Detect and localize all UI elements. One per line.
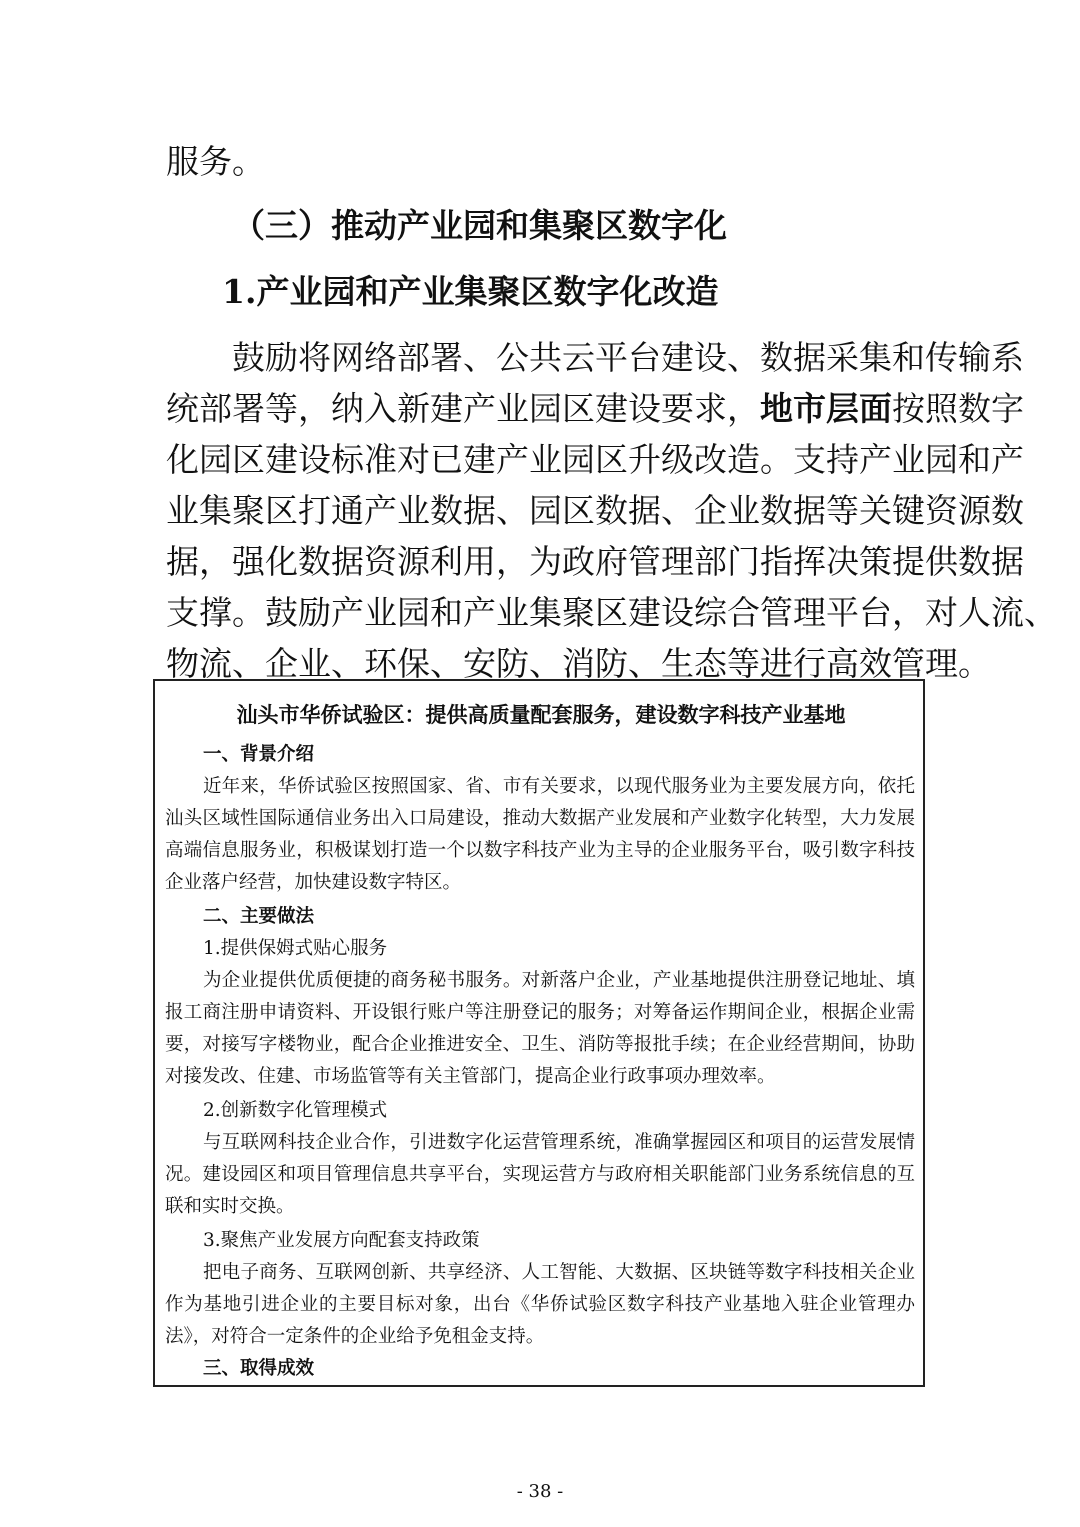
case-subheading: 3.聚焦产业发展方向配套支持政策 bbox=[203, 1230, 480, 1251]
case-text-line: 对接发改、住建、市场监管等有关主管部门，提高企业行政事项办理效率。 bbox=[165, 1066, 776, 1087]
case-text-line: 联和实时交换。 bbox=[165, 1196, 295, 1217]
paragraph-line: 物流、企业、环保、安防、消防、生态等进行高效管理。 bbox=[166, 644, 991, 683]
case-study-frame bbox=[153, 679, 925, 1387]
case-text-line: 近年来，华侨试验区按照国家、省、市有关要求，以现代服务业为主要发展方向，依托 bbox=[203, 776, 915, 797]
case-text-line: 企业落户经营，加快建设数字特区。 bbox=[165, 872, 462, 893]
emphasis-text: 地市层面 bbox=[760, 389, 892, 428]
case-text-line: 汕头区域性国际通信业务出入口局建设，推动大数据产业发展和产业数字化转型，大力发展 bbox=[165, 808, 915, 829]
page-number: - 38 - bbox=[516, 1481, 564, 1502]
paragraph-line: 鼓励将网络部署、公共云平台建设、数据采集和传输系 bbox=[232, 338, 1024, 377]
case-text-line: 要，对接写字楼物业，配合企业推进安全、卫生、消防等报批手续；在企业经营期间，协助 bbox=[165, 1034, 915, 1055]
sub-heading: 1.产业园和产业集聚区数字化改造 bbox=[222, 272, 719, 311]
case-subheading: 2.创新数字化管理模式 bbox=[203, 1100, 388, 1121]
paragraph-line: 支撑。鼓励产业园和产业集聚区建设综合管理平台，对人流、 bbox=[166, 593, 1057, 632]
paragraph-line: 业集聚区打通产业数据、园区数据、企业数据等关键资源数 bbox=[166, 491, 1024, 530]
case-text-line: 为企业提供优质便捷的商务秘书服务。对新落户企业，产业基地提供注册登记地址、填 bbox=[203, 970, 915, 991]
case-text-line: 与互联网科技企业合作，引进数字化运营管理系统，准确掌握园区和项目的运营发展情 bbox=[203, 1132, 915, 1153]
case-text-line: 作为基地引进企业的主要目标对象，出台《华侨试验区数字科技产业基地入驻企业管理办 bbox=[165, 1294, 915, 1315]
case-heading-measures: 二、主要做法 bbox=[203, 906, 315, 927]
case-title: 汕头市华侨试验区：提供高质量配套服务，建设数字科技产业基地 bbox=[236, 702, 846, 727]
case-text-line: 法》，对符合一定条件的企业给予免租金支持。 bbox=[165, 1326, 545, 1347]
paragraph-line bbox=[166, 389, 1024, 429]
paragraph-line: 据，强化数据资源利用，为政府管理部门指挥决策提供数据 bbox=[166, 542, 1024, 581]
paragraph-text: 统部署等，纳入新建产业园区建设要求， bbox=[166, 389, 760, 428]
case-text-line: 高端信息服务业，积极谋划打造一个以数字科技产业为主导的企业服务平台，吸引数字科技 bbox=[165, 840, 915, 861]
case-subheading: 1.提供保姆式贴心服务 bbox=[203, 938, 388, 959]
case-text-line: 况。建设园区和项目管理信息共享平台，实现运营方与政府相关职能部门业务系统信息的互 bbox=[165, 1164, 915, 1185]
case-heading-background: 一、背景介绍 bbox=[203, 744, 315, 765]
section-heading: （三）推动产业园和集聚区数字化 bbox=[232, 206, 727, 245]
case-text-line: 报工商注册申请资料、开设银行账户等注册登记的服务；对筹备运作期间企业，根据企业需 bbox=[165, 1002, 915, 1023]
case-heading-results: 三、取得成效 bbox=[203, 1358, 315, 1379]
paragraph-line: 化园区建设标准对已建产业园区升级改造。支持产业园和产 bbox=[166, 440, 1024, 479]
intro-tail: 服务。 bbox=[166, 142, 265, 181]
paragraph-text: 按照数字 bbox=[892, 389, 1024, 428]
case-text-line: 把电子商务、互联网创新、共享经济、人工智能、大数据、区块链等数字科技相关企业 bbox=[203, 1262, 915, 1283]
